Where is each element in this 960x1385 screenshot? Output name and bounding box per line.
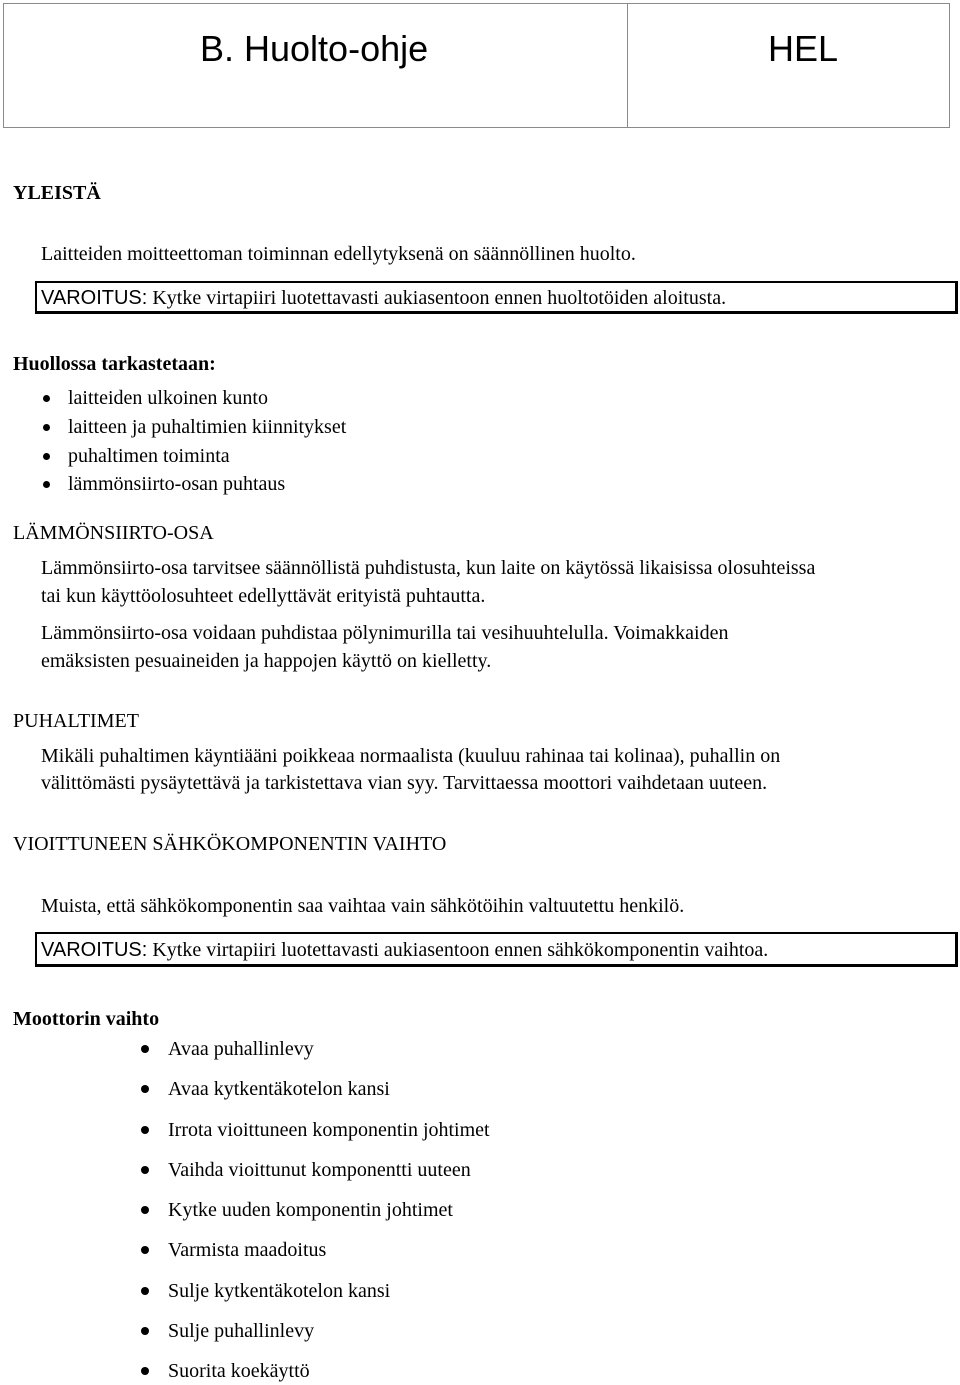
inspection-item: laitteen ja puhaltimien kiinnitykset (68, 416, 347, 438)
bullet-icon (141, 1327, 149, 1335)
section-heading-heat-exchanger: LÄMMÖNSIIRTO-OSA (13, 522, 214, 544)
motor-step: Avaa kytkentäkotelon kansi (168, 1078, 390, 1100)
bullet-icon (141, 1287, 149, 1295)
heat-exchanger-p1-line1: Lämmönsiirto-osa tarvitsee säännöllistä puhdistusta, kun laite on käytössä likaisissa olosuhteissa (41, 557, 816, 579)
bullet-icon (141, 1166, 149, 1174)
motor-step: Irrota vioittuneen komponentin johtimet (168, 1119, 490, 1141)
section-heading-general: YLEISTÄ (13, 182, 101, 204)
bullet-icon (43, 395, 50, 402)
motor-heading: Moottorin vaihto (13, 1008, 160, 1030)
bullet-icon (141, 1367, 149, 1375)
motor-step: Varmista maadoitus (168, 1239, 327, 1261)
bullet-icon (141, 1126, 149, 1134)
inspection-item: puhaltimen toiminta (68, 445, 230, 467)
motor-step: Vaihda vioittunut komponentti uuteen (168, 1159, 471, 1181)
component-text: Muista, että sähkökomponentin saa vaihtaa vain sähkötöihin valtuutettu henkilö. (41, 895, 685, 917)
warning-text: Kytke virtapiiri luotettavasti aukiasentoon ennen sähkökomponentin vaihtoa. (152, 939, 769, 961)
motor-step: Sulje kytkentäkotelon kansi (168, 1280, 391, 1302)
heat-exchanger-p2-line2: emäksisten pesuaineiden ja happojen käyttö on kielletty. (41, 650, 492, 672)
warning-text: Kytke virtapiiri luotettavasti aukiasentoon ennen huoltotöiden aloitusta. (152, 287, 727, 309)
document-title: B. Huolto-ohje (200, 28, 429, 69)
warning-label: VAROITUS: (41, 939, 148, 961)
bullet-icon (43, 453, 50, 460)
component-warning (41, 936, 768, 964)
inspection-item: laitteiden ulkoinen kunto (68, 387, 268, 409)
bullet-icon (141, 1085, 149, 1093)
heat-exchanger-p2-line1: Lämmönsiirto-osa voidaan puhdistaa pölynimurilla tai vesihuuhtelulla. Voimakkaiden (41, 622, 729, 644)
document-code: HEL (768, 28, 839, 69)
section-heading-fans: PUHALTIMET (13, 710, 139, 732)
motor-step: Sulje puhallinlevy (168, 1320, 315, 1342)
warning-label: VAROITUS: (41, 287, 148, 309)
bullet-icon (141, 1246, 149, 1254)
bullet-icon (141, 1045, 149, 1053)
inspection-heading: Huollossa tarkastetaan: (13, 353, 216, 375)
bullet-icon (141, 1206, 149, 1214)
inspection-item: lämmönsiirto-osan puhtaus (68, 473, 286, 495)
fans-line1: Mikäli puhaltimen käyntiääni poikkeaa normaalista (kuuluu rahinaa tai kolinaa), puhallin on (41, 745, 781, 767)
bullet-icon (43, 424, 50, 431)
motor-step: Avaa puhallinlevy (168, 1038, 314, 1060)
section-heading-component: VIOITTUNEEN SÄHKÖKOMPONENTIN VAIHTO (13, 833, 447, 855)
general-warning (41, 284, 726, 312)
bullet-icon (43, 481, 50, 488)
header-divider (627, 3, 628, 128)
fans-line2: välittömästi pysäytettävä ja tarkistettava vian syy. Tarvittaessa moottori vaihdetaan uuteen. (41, 772, 768, 794)
heat-exchanger-p1-line2: tai kun käyttöolosuhteet edellyttävät erityistä puhtautta. (41, 585, 486, 607)
motor-step: Kytke uuden komponentin johtimet (168, 1199, 453, 1221)
motor-step: Suorita koekäyttö (168, 1360, 310, 1382)
general-text: Laitteiden moitteettoman toiminnan edellytyksenä on säännöllinen huolto. (41, 243, 636, 265)
